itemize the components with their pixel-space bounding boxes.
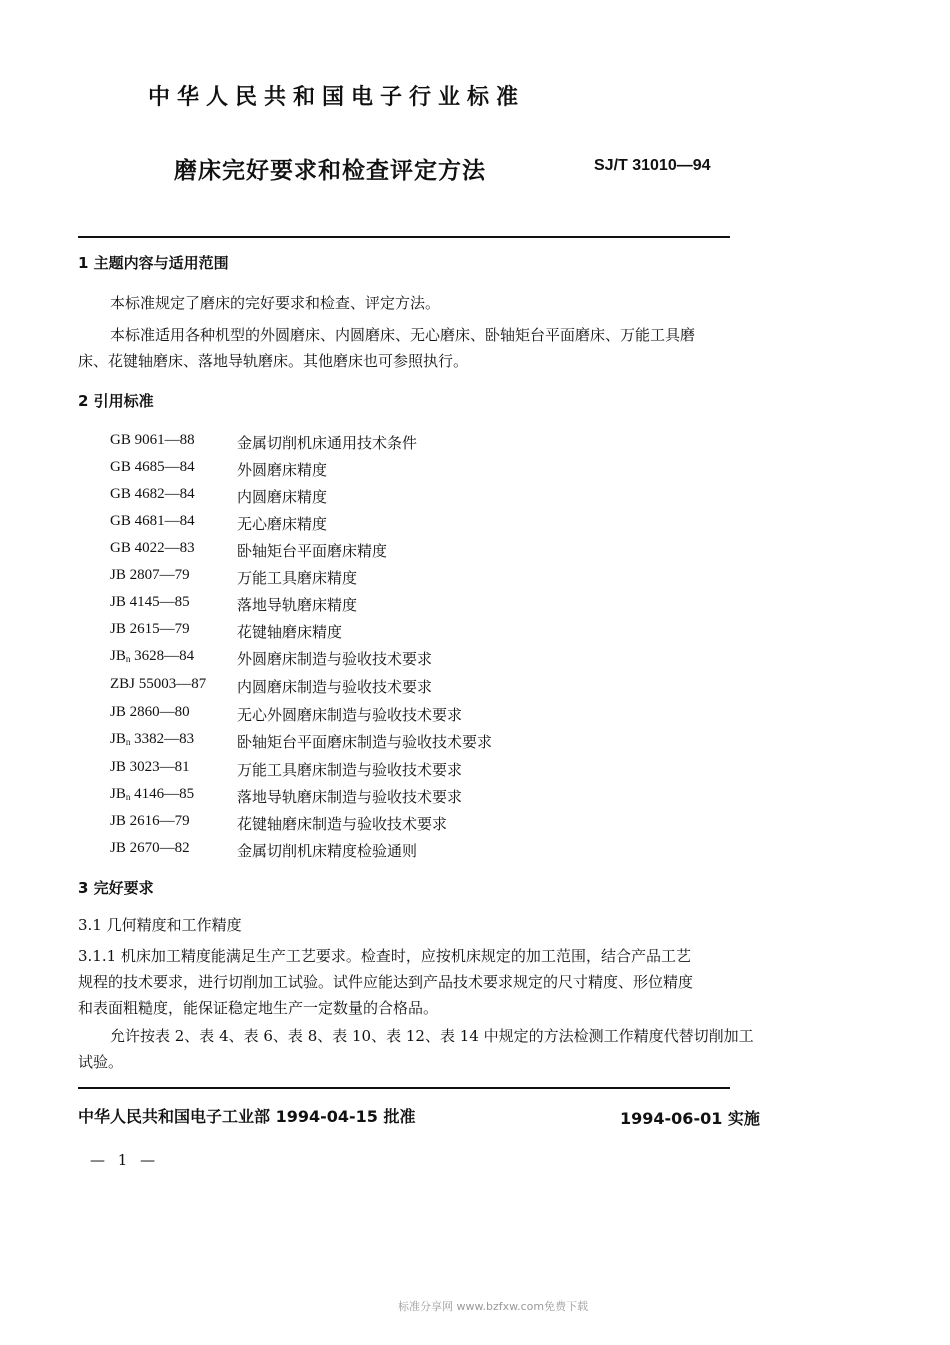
reference-title: 花键轴磨床制造与验收技术要求 <box>237 815 448 833</box>
reference-title: 金属切削机床通用技术条件 <box>237 434 418 452</box>
reference-code: JB 3023—81 <box>110 759 190 775</box>
reference-title: 万能工具磨床制造与验收技术要求 <box>237 761 463 779</box>
clause-3-1-1-line-1: 3.1.1 机床加工精度能满足生产工艺要求。检查时，应按机床规定的加工范围，结合产品工艺 <box>78 947 691 965</box>
top-divider <box>78 236 730 238</box>
allowance-paragraph-line-2: 试验。 <box>78 1053 124 1071</box>
reference-code: JB 2807—79 <box>110 567 190 583</box>
bottom-divider <box>78 1087 730 1089</box>
clause-3-1-1-line-2: 规程的技术要求，进行切削加工试验。试件应能达到产品技术要求规定的尺寸精度、形位精度 <box>78 973 694 991</box>
subsection-3-1-heading: 3.1 几何精度和工作精度 <box>78 916 242 934</box>
reference-code: JB 4145—85 <box>110 594 190 610</box>
section-1-paragraph-2-line-2: 床、花键轴磨床、落地导轨磨床。其他磨床也可参照执行。 <box>78 352 469 370</box>
watermark: 标准分享网 www.bzfxw.com免费下载 <box>398 1300 589 1313</box>
reference-title: 无心磨床精度 <box>237 515 328 533</box>
reference-title: 无心外圆磨床制造与验收技术要求 <box>237 706 463 724</box>
reference-code: JB 2616—79 <box>110 813 190 829</box>
section-1-heading: 1 主题内容与适用范围 <box>78 254 229 272</box>
reference-code: ZBJ 55003—87 <box>110 676 207 692</box>
reference-title: 花键轴磨床精度 <box>237 623 343 641</box>
section-1-paragraph-2-line-1: 本标准适用各种机型的外圆磨床、内圆磨床、无心磨床、卧轴矩台平面磨床、万能工具磨 <box>110 326 696 344</box>
reference-title: 落地导轨磨床精度 <box>237 596 358 614</box>
document-code: SJ/T 31010—94 <box>594 157 711 174</box>
section-3-heading: 3 完好要求 <box>78 879 154 897</box>
allowance-paragraph-line-1: 允许按表 2、表 4、表 6、表 8、表 10、表 12、表 14 中规定的方法检测工作精度代替切削加工 <box>110 1027 754 1045</box>
reference-code: GB 4022—83 <box>110 540 195 556</box>
reference-code: $JB_n$ 4146—85 <box>110 786 195 802</box>
reference-code: JB 2670—82 <box>110 840 190 856</box>
document-title: 磨床完好要求和检查评定方法 <box>174 158 486 184</box>
reference-code: GB 9061—88 <box>110 432 195 448</box>
reference-code: JB 2615—79 <box>110 621 190 637</box>
reference-title: 外圆磨床精度 <box>237 461 328 479</box>
reference-title: 外圆磨床制造与验收技术要求 <box>237 650 433 668</box>
reference-code: GB 4682—84 <box>110 486 195 502</box>
approval-statement: 中华人民共和国电子工业部 1994-04-15 批准 <box>78 1107 416 1126</box>
reference-title: 内圆磨床制造与验收技术要求 <box>237 678 433 696</box>
reference-title: 万能工具磨床精度 <box>237 569 358 587</box>
implementation-date: 1994-06-01 实施 <box>620 1109 760 1128</box>
header-organization: 中华人民共和国电子行业标准 <box>148 85 526 110</box>
reference-code: GB 4681—84 <box>110 513 195 529</box>
reference-title: 内圆磨床精度 <box>237 488 328 506</box>
page-number: — 1 — <box>90 1151 160 1169</box>
reference-code: $JB_n$ 3628—84 <box>110 648 195 664</box>
reference-title: 落地导轨磨床制造与验收技术要求 <box>237 788 463 806</box>
reference-title: 卧轴矩台平面磨床制造与验收技术要求 <box>237 733 493 751</box>
section-2-heading: 2 引用标准 <box>78 392 154 410</box>
clause-3-1-1-line-3: 和表面粗糙度，能保证稳定地生产一定数量的合格品。 <box>78 999 439 1017</box>
reference-code: GB 4685—84 <box>110 459 195 475</box>
reference-code: JB 2860—80 <box>110 704 190 720</box>
reference-title: 金属切削机床精度检验通则 <box>237 842 418 860</box>
section-1-paragraph-1: 本标准规定了磨床的完好要求和检查、评定方法。 <box>110 294 441 312</box>
reference-title: 卧轴矩台平面磨床精度 <box>237 542 388 560</box>
reference-code: $JB_n$ 3382—83 <box>110 731 195 747</box>
